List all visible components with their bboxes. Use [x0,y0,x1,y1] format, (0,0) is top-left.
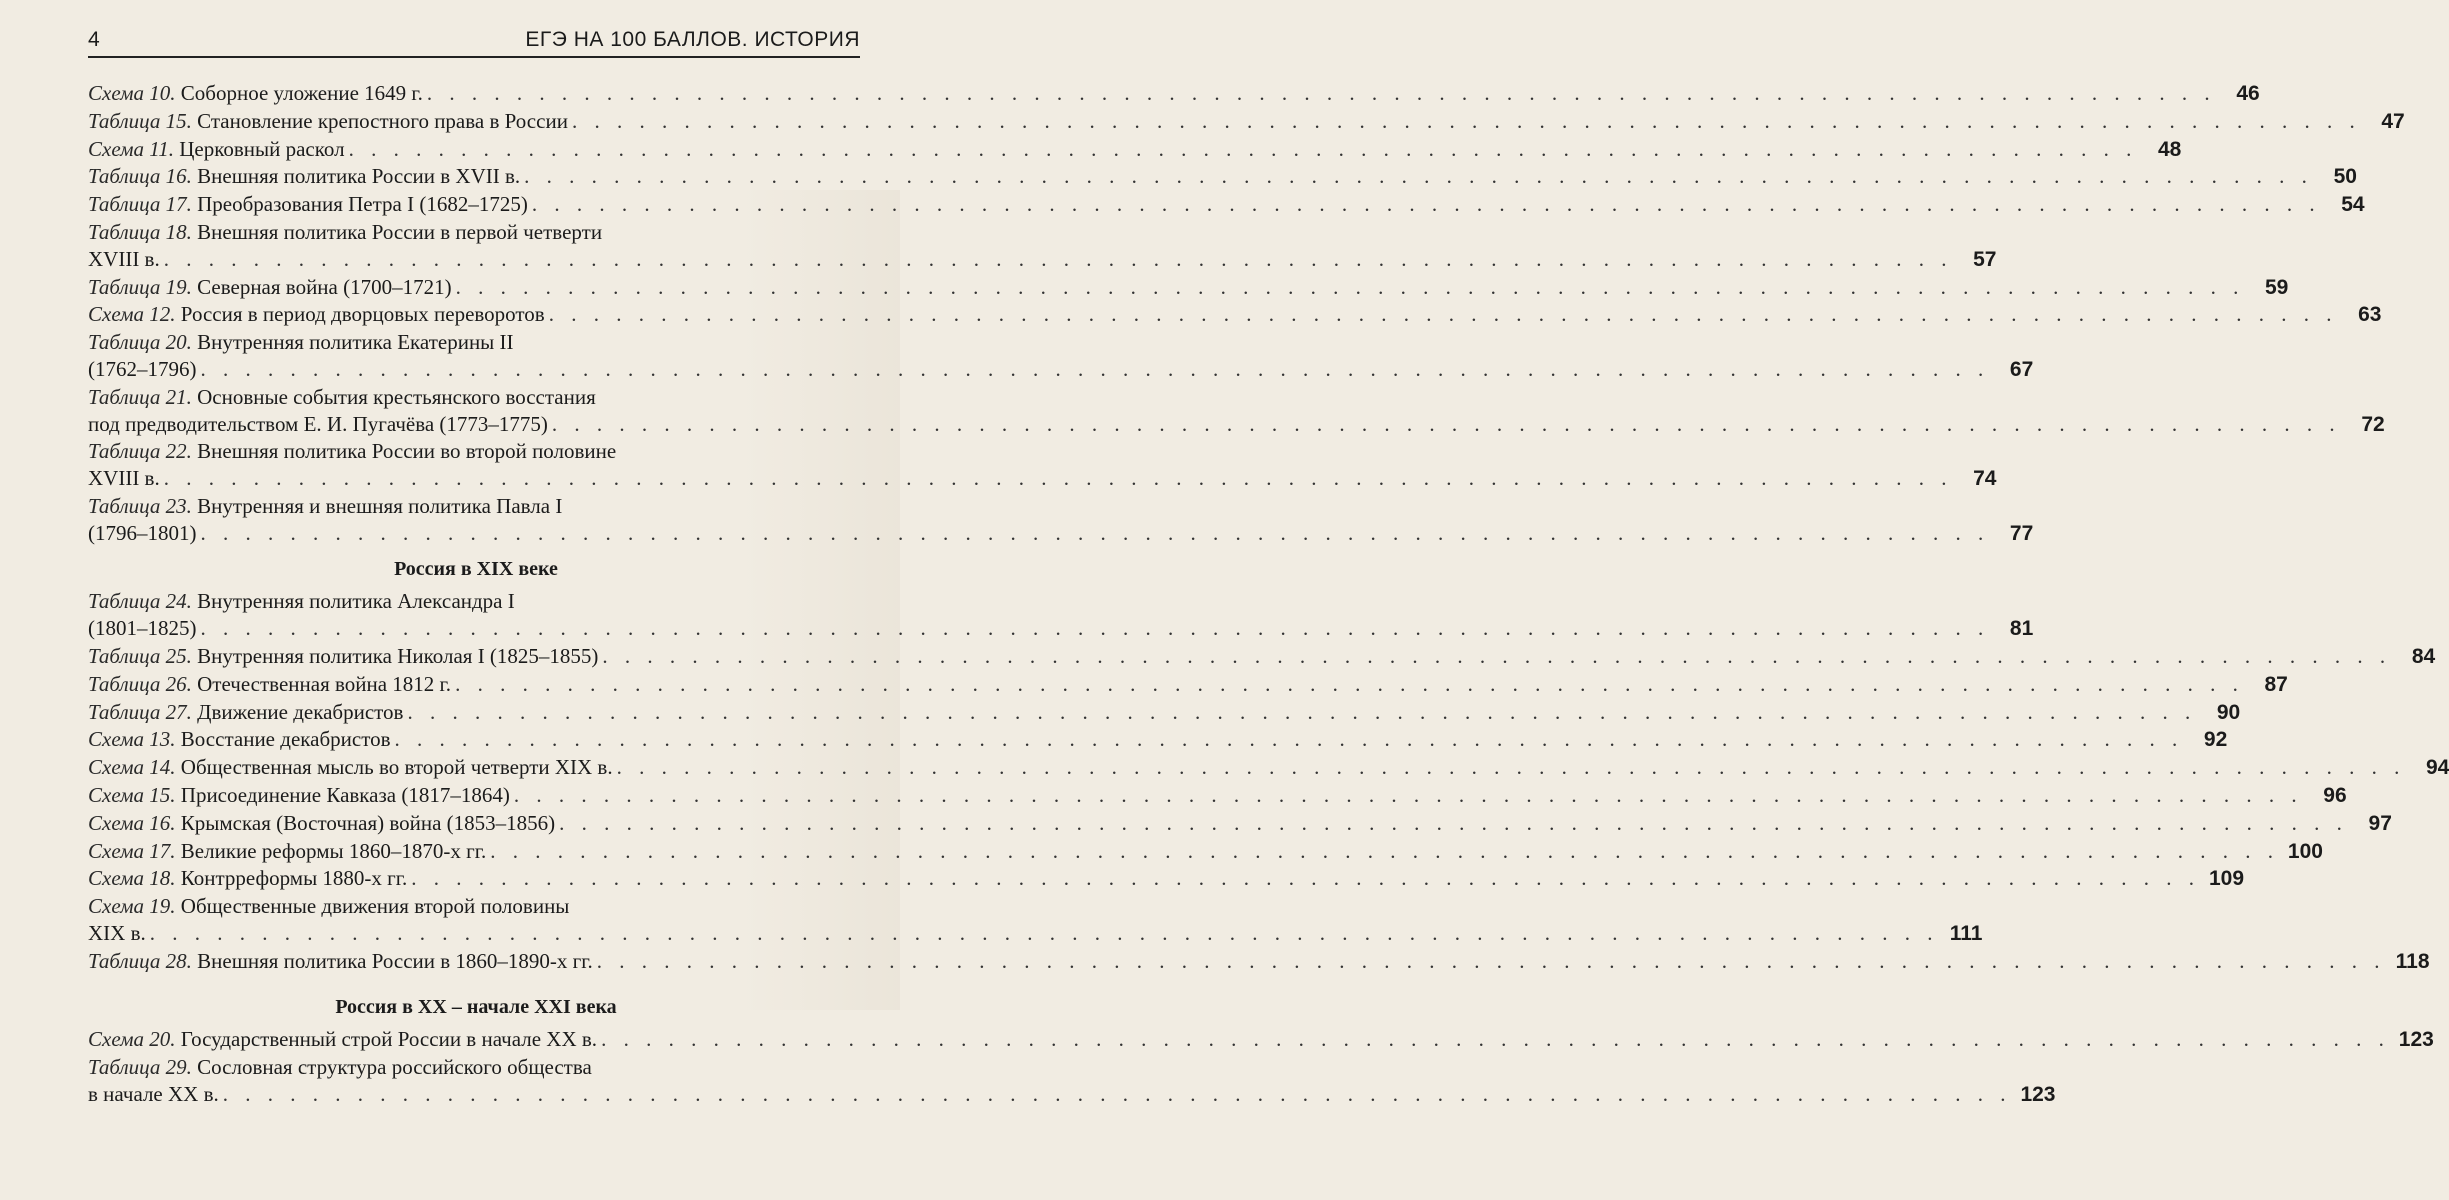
toc-entry-line [88,588,864,615]
toc-entry-kind: Таблица 19. [88,274,192,299]
toc-entry-line [88,893,864,920]
toc-entry-text: Таблица 19. Северная война (1700–1721) [88,274,452,299]
toc-entry-line [88,274,2289,302]
toc-entry-line [88,615,2034,643]
toc-entry [88,948,2430,976]
toc-entry [88,191,2365,219]
toc-entry-text: Таблица 16. Внешняя политика России в XVII в. [88,164,521,189]
toc-entry [88,838,2323,866]
dot-leader [164,246,1953,273]
toc-entry-line [88,754,2449,782]
toc-entry [88,136,2182,164]
toc-entry-kind: Таблица 15. [88,108,192,133]
toc-page-number: 118 [2395,949,2430,973]
toc-entry-line [88,329,864,356]
toc-page-number: 87 [2264,672,2288,696]
toc-entry [88,1054,2056,1109]
toc-page-number: 67 [2009,357,2034,381]
toc-entry-line [88,726,2228,754]
toc-entry-kind: Схема 13. [88,727,176,752]
toc-entry [88,1026,2434,1054]
section-heading-20th-century: Россия в XX – начале XXI века [335,995,617,1018]
toc-entry-line [88,838,2323,866]
toc-entry-line [88,1081,2056,1109]
dot-leader [490,838,2279,865]
toc-page-number: 59 [2265,275,2289,299]
toc-entry-text: Схема 16. Крымская (Восточная) война (1853–1856) [88,810,556,835]
toc-entry-text: Схема 10. Соборное уложение 1649 г. [88,81,423,105]
toc-entry [88,80,2260,108]
toc-entry-line [88,246,1997,274]
toc-page-number: 81 [2009,617,2034,641]
toc-entry-text: Таблица 15. Становление крепостного права в России [88,108,568,133]
toc-page-number: 84 [2411,644,2436,668]
toc-entry [88,865,2245,893]
toc-entry-line [88,438,864,465]
dot-leader [164,465,1953,492]
toc-entry-text: Схема 12. Россия в период дворцовых переворотов [88,302,545,327]
dot-leader [407,699,2196,726]
toc-entry [88,810,2392,838]
dot-leader [617,754,2406,781]
toc-entry-line [88,163,2357,191]
toc-entry-kind: Схема 15. [88,782,176,807]
toc-page-number: 47 [2381,109,2405,133]
toc-entry-line [88,465,1997,493]
toc-entry [88,384,2385,439]
dot-leader [572,108,2361,135]
toc-entry-line [88,643,2436,671]
toc-entry-line [88,948,2430,976]
running-title: ЕГЭ НА 100 БАЛЛОВ. ИСТОРИЯ [525,28,860,51]
toc-entry-kind: Таблица 29. [88,1055,192,1080]
toc-entry-line [88,671,2288,699]
toc-entry-text: Схема 18. Контрреформы 1880-х гг. [88,866,408,891]
toc-entry-text: Схема 14. Общественная мысль во второй четверти XIX в. [88,755,613,780]
toc-entry [88,643,2436,671]
toc-entry-line [88,1026,2434,1054]
dot-leader [601,1026,2390,1053]
toc-entry [88,219,1997,274]
toc-entry-line [88,136,2182,164]
dot-leader [524,163,2313,190]
dot-leader [201,615,1990,642]
toc-entry-text: в начале XX в. [88,1081,219,1106]
toc-page-number: 50 [2333,165,2357,189]
toc-list-20th-century [88,1026,2434,1108]
toc-page-number: 46 [2236,82,2260,105]
dot-leader [532,191,2321,218]
dot-leader [552,411,2341,438]
toc-entry-text: Схема 20. Государственный строй России в начале XX в. [88,1027,598,1052]
toc-entry-line [88,301,2382,329]
toc-entry-kind: Схема 19. [88,894,176,919]
toc-entry-text: Таблица 18. Внешняя политика России в первой четверти [88,219,603,244]
toc-entry-text: (1801–1825) [88,616,197,641]
toc-entry-kind: Схема 12. [88,302,176,327]
toc-entry-line [88,920,1983,948]
toc-entry-text: Схема 17. Великие реформы 1860–1870-х гг. [88,838,487,863]
toc-entry [88,274,2289,302]
toc-entry-text: Таблица 27. Движение декабристов [88,699,404,724]
toc-entry-kind: Таблица 23. [88,493,192,518]
toc-entry-kind: Схема 18. [88,866,176,891]
toc-entry-text: Таблица 26. Отечественная война 1812 г. [88,671,452,696]
toc-page-number: 63 [2358,303,2382,327]
toc-entry-text: XVIII в. [88,466,160,491]
toc-entry-text: Таблица 24. Внутренняя политика Александра I [88,589,515,614]
toc-entry-kind: Таблица 17. [88,192,192,217]
toc-page-number: 57 [1973,247,1997,271]
toc-entry-text: Схема 13. Восстание декабристов [88,727,391,752]
toc-entry-kind: Таблица 18. [88,219,192,244]
toc-list-19th-century [88,588,2449,975]
toc-entry-line [88,1054,864,1081]
toc-entry [88,588,2034,643]
toc-page-number: 123 [2398,1028,2434,1052]
dot-leader [549,301,2338,328]
toc-entry-kind: Схема 14. [88,755,176,780]
toc-entry [88,438,1997,493]
toc-list-main [88,80,2405,548]
toc-entry [88,671,2288,699]
toc-entry [88,329,2034,384]
toc-entry-line [88,219,864,246]
toc-entry-line [88,699,2241,727]
toc-entry-line [88,191,2365,219]
toc-entry [88,726,2228,754]
toc-entry-line [88,520,2034,548]
toc-entry-kind: Таблица 20. [88,330,192,355]
toc-entry-kind: Схема 20. [88,1027,176,1052]
toc-page-number: 92 [2203,728,2228,752]
toc-page-number: 74 [1973,467,1997,491]
toc-entry-line [88,865,2245,893]
toc-entry-kind: Таблица 25. [88,643,192,668]
toc-page-number: 100 [2287,839,2323,863]
toc-entry-text: Таблица 22. Внешняя политика России во второй половине [88,439,617,464]
toc-entry-kind: Таблица 24. [88,589,192,614]
toc-page-number: 96 [2323,783,2347,807]
toc-entry-line [88,782,2347,810]
section-heading-19th-century: Россия в XIX веке [394,557,558,580]
toc-page-number: 109 [2208,867,2245,891]
toc-entry-kind: Таблица 28. [88,948,192,973]
toc-entry-line [88,108,2405,136]
toc-entry-text: Схема 15. Присоединение Кавказа (1817–1864) [88,782,510,807]
toc-entry-text: Таблица 28. Внешняя политика России в 1860–1890-х гг. [88,948,593,973]
toc-entry-text: Таблица 23. Внутренняя и внешняя политика Павла I [88,493,563,518]
dot-leader [411,865,2200,892]
toc-entry-text: Таблица 17. Преобразования Петра I (1682–1725) [88,192,528,217]
toc-entry-kind: Схема 17. [88,838,176,863]
toc-entry-text: Схема 11. Церковный раскол [88,136,345,161]
toc-entry-kind: Схема 11. [88,136,174,161]
toc-entry-kind: Схема 10. [88,81,176,105]
dot-leader [395,726,2184,753]
toc-entry-line [88,810,2392,838]
table-of-contents [88,80,2449,1109]
toc-entry-kind: Таблица 16. [88,164,192,189]
toc-page-number: 97 [2368,811,2392,835]
toc-entry-line [88,493,864,520]
toc-entry-kind: Схема 16. [88,810,176,835]
dot-leader [456,274,2245,301]
toc-entry-kind: Таблица 21. [88,384,192,409]
dot-leader [201,356,1990,383]
toc-entry-text: Схема 19. Общественные движения второй половины [88,894,570,919]
page-header [88,24,860,58]
dot-leader [455,671,2244,698]
toc-page-number: 123 [2020,1082,2056,1106]
toc-page-number: 90 [2216,700,2241,724]
toc-entry-line [88,356,2034,384]
toc-entry-text: Таблица 25. Внутренняя политика Николая I (1825–1855) [88,643,599,668]
toc-entry-text: Таблица 29. Сословная структура российского общества [88,1055,592,1080]
toc-entry-text: (1762–1796) [88,356,197,381]
page-number: 4 [88,28,100,51]
toc-entry-text: XVIII в. [88,246,160,271]
toc-entry-kind: Таблица 26. [88,671,192,696]
toc-entry-text: Таблица 21. Основные события крестьянского восстания [88,384,596,409]
toc-entry-line [88,80,2260,108]
toc-entry-text: XIX в. [88,920,146,945]
toc-entry [88,493,2034,548]
toc-page-number: 77 [2009,521,2034,545]
toc-page-number: 94 [2425,756,2449,780]
dot-leader [514,782,2303,809]
toc-entry-line [88,411,2385,439]
toc-entry-line [88,384,864,411]
dot-leader [201,520,1990,547]
dot-leader [223,1081,2012,1108]
toc-entry [88,163,2357,191]
toc-entry-text: под предводительством Е. И. Пугачёва (1773–1775) [88,411,548,436]
dot-leader [602,643,2391,670]
toc-entry [88,782,2347,810]
toc-entry-kind: Таблица 27. [88,699,192,724]
toc-entry [88,301,2382,329]
toc-page-number: 48 [2157,137,2182,161]
toc-entry [88,893,1983,948]
toc-entry [88,754,2449,782]
toc-entry-kind: Таблица 22. [88,439,192,464]
toc-entry [88,108,2405,136]
dot-leader [559,810,2348,837]
toc-entry-text: (1796–1801) [88,520,197,545]
toc-page-number: 111 [1949,921,1983,945]
toc-page-number: 54 [2341,193,2365,217]
dot-leader [150,920,1939,947]
toc-entry-text: Таблица 20. Внутренняя политика Екатерины II [88,330,514,355]
dot-leader [349,136,2138,163]
toc-page-number: 72 [2361,412,2385,436]
toc-entry [88,699,2241,727]
dot-leader [427,80,2216,107]
dot-leader [597,948,2386,975]
